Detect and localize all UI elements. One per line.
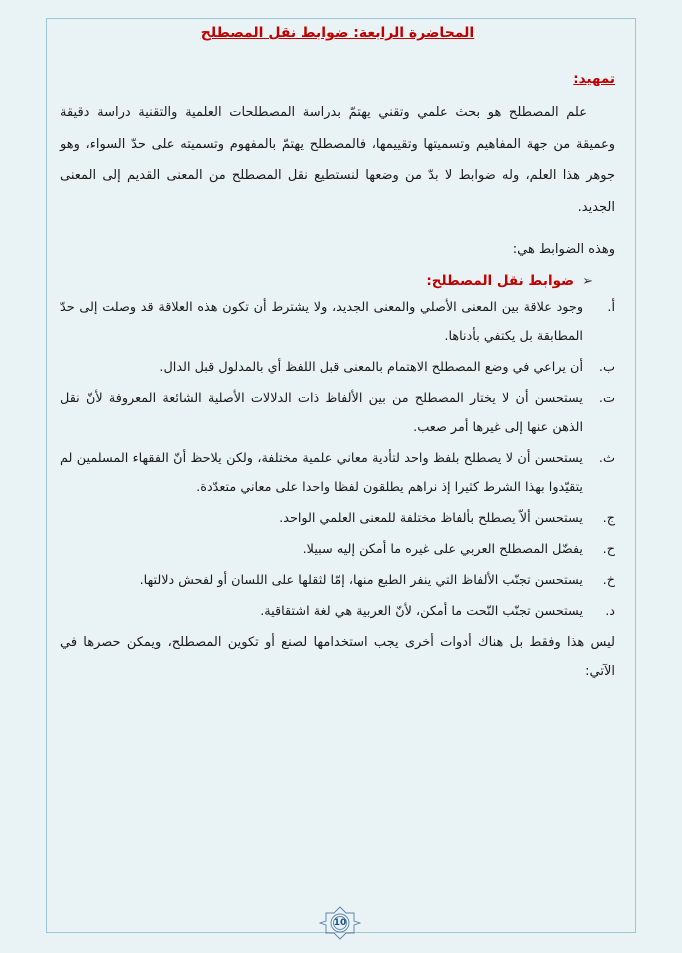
list-item-marker: خ. — [602, 573, 615, 588]
subheading-label: ضوابط نقل المصطلح: — [426, 273, 575, 289]
intro-paragraph: علم المصطلح هو بحث علمي وتقني يهتمّ بدراسة المصطلحات العلمية والتقنية دراسة دقيقة وعميقة من جهة المفاهيم وتسميتها وتقييمها، فالمصطلح يهتمّ بالمفهوم وتسميته على حدّ السواء، وهو جوهر هذا العلم، وله ضوابط لا بدّ من وضعها لنستطيع نقل المصطلح من المعنى القديم إلى المعنى الجديد. — [60, 105, 615, 215]
list-item-text: وجود علاقة بين المعنى الأصلي والمعنى الجديد، ولا يشترط أن تكون هذه العلاقة قد وصلت إلى حدّ المطابقة بل يكتفي بأدناها. — [60, 300, 583, 344]
document-body — [60, 18, 615, 686]
page-title: المحاضرة الرابعة: ضوابط نقل المصطلح — [200, 25, 475, 41]
list-item-text: يستحسن أن لا يصطلح بلفظ واحد لتأدية معاني علمية مختلفة، ولكن يلاحظ أنّ الفقهاء المسلمين لم يتقيّدوا بهذا الشرط كثيرا إذ نراهم يطلقون لفظا واحدا على معاني متعدّدة. — [60, 451, 583, 495]
list-item-marker: د. — [605, 604, 615, 619]
list-item-marker: ث. — [598, 451, 615, 466]
page-number: 10 — [333, 918, 347, 928]
list-item-marker: أ. — [607, 300, 615, 315]
list-item — [60, 597, 615, 626]
list-item — [60, 535, 615, 564]
list-item-text: يستحسن تجنّب الألفاظ التي ينفر الطبع منها، إمّا لثقلها على اللسان أو لفحش دلالتها. — [139, 573, 583, 588]
list-item-text: يستحسن ألاّ يصطلح بألفاظ مختلفة للمعنى العلمي الواحد. — [279, 511, 583, 526]
page-footer — [316, 905, 364, 941]
section-subheading — [60, 273, 615, 289]
list-item — [60, 504, 615, 533]
list-item-text: يفضّل المصطلح العربي على غيره ما أمكن إليه سبيلا. — [302, 542, 583, 557]
list-item — [60, 444, 615, 502]
list-item-marker: ج. — [602, 511, 615, 526]
list-item-text: يستحسن أن لا يختار المصطلح من بين الألفاظ ذات الدلالات الأصلية الشائعة المعروفة لأنّ نقل الذهن عنها إلى غيرها أمر صعب. — [60, 391, 583, 435]
closing-paragraph: ليس هذا وفقط بل هناك أدوات أخرى يجب استخدامها لصنع أو تكوين المصطلح، ويمكن حصرها في الآتي: — [60, 635, 615, 679]
intro-heading: تمهيد: — [573, 71, 615, 87]
list-item-marker: ح. — [602, 542, 615, 557]
rules-list — [60, 293, 615, 626]
list-item — [60, 293, 615, 351]
list-item — [60, 384, 615, 442]
list-item-text: يستحسن تجنّب النّحت ما أمكن، لأنّ العربية هي لغة اشتقاقية. — [260, 604, 583, 619]
lead-in-text: وهذه الضوابط هي: — [512, 242, 615, 257]
arrow-icon: ➢ — [582, 273, 593, 289]
list-item-text: أن يراعي في وضع المصطلح الاهتمام بالمعنى قبل اللفظ أي بالمدلول قبل الدال. — [159, 360, 583, 375]
list-item — [60, 353, 615, 382]
list-item-marker: ب. — [598, 360, 615, 375]
list-item — [60, 566, 615, 595]
list-item-marker: ت. — [598, 391, 615, 406]
